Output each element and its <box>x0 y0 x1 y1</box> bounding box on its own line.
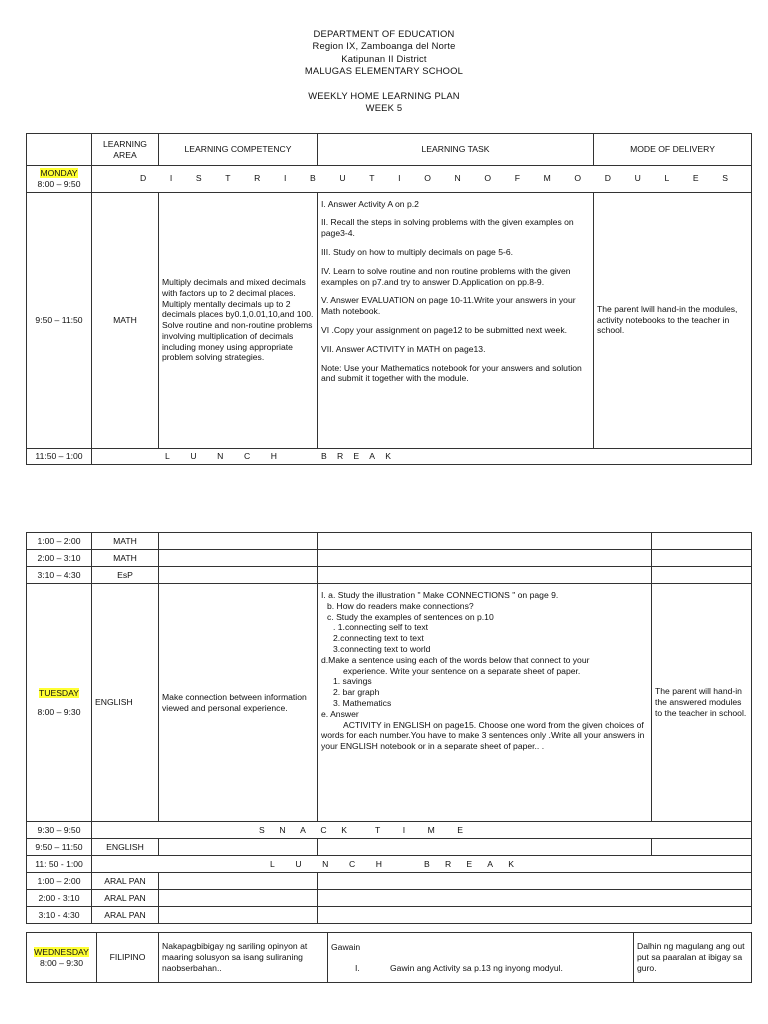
banner-letter: I <box>402 824 406 835</box>
banner-letter: H <box>270 450 277 461</box>
banner-letter: D <box>604 173 611 184</box>
math-tasks <box>318 192 594 448</box>
banner-letter: I <box>284 173 287 184</box>
banner-letter: L <box>270 858 275 869</box>
task-line: 3.connecting text to world <box>333 643 431 654</box>
col-header-mode: MODE OF DELIVERY <box>594 134 752 166</box>
competency-line: Multiply decimals and mixed decimals with factors up to 2 decimal places. <box>162 276 306 298</box>
empty-cell <box>318 873 752 890</box>
banner-letter: N <box>322 858 329 869</box>
row-area: ARAL PAN <box>92 907 159 924</box>
task-head: Gawain <box>331 941 361 952</box>
header-line: Region IX, Zamboanga del Norte <box>312 40 456 52</box>
task-line: d.Make a sentence using each of the words below that connect to your <box>321 654 590 665</box>
empty-cell <box>159 567 318 584</box>
task-item: Gawin ang Activity sa p.13 ng inyong modyul. <box>390 962 563 973</box>
lunch-banner <box>92 448 752 464</box>
filipino-competency: Nakapagbibigay ng sariling opinyon at maaring solusyon sa isang suliraning naobserbahan.. <box>159 933 328 983</box>
header-line: MALUGAS ELEMENTARY SCHOOL <box>304 65 464 77</box>
empty-cell <box>318 550 652 567</box>
row-area: MATH <box>92 550 159 567</box>
english-area: ENGLISH <box>92 584 159 822</box>
math-area: MATH <box>92 192 159 448</box>
col-header-area: LEARNING AREA <box>92 134 159 166</box>
row-time: 1:00 – 2:00 <box>27 533 92 550</box>
tuesday-time-cell <box>27 584 92 822</box>
plan-table-continued <box>26 532 752 924</box>
banner-letter: S <box>259 824 265 835</box>
banner-letter: M <box>427 824 435 835</box>
task-line: 1. savings <box>333 676 372 687</box>
empty-cell <box>159 533 318 550</box>
banner-letter: U <box>339 173 346 184</box>
competency-line: Solve routine and non-routine problems involving multiplication of decimals <box>162 320 313 341</box>
empty-cell <box>318 839 652 856</box>
banner-letter: N <box>279 824 286 835</box>
math-mode: The parent lwill hand-in the modules, activity notebooks to the teacher in school. <box>594 192 752 448</box>
row-time: 3:10 - 4:30 <box>27 907 92 924</box>
lunch-banner <box>92 856 752 873</box>
empty-cell <box>318 890 752 907</box>
snack-time: 9:30 – 9:50 <box>27 822 92 839</box>
empty-cell <box>652 839 752 856</box>
row-time: 2:00 – 3:10 <box>27 550 92 567</box>
banner-letter: N <box>454 173 461 184</box>
task-line: b. How do readers make connections? <box>327 600 474 611</box>
banner-letter: E <box>466 858 473 869</box>
lunch-time: 11: 50 - 1:00 <box>27 856 92 873</box>
row-time: 9:50 – 11:50 <box>27 839 92 856</box>
task-item: III. Study on how to multiply decimals on page 5-6. <box>321 246 514 257</box>
document-header <box>0 28 768 114</box>
english-competency: Make connection between information viewed and personal experience. <box>159 584 318 822</box>
wednesday-day-label: WEDNESDAY <box>34 946 89 957</box>
distribution-banner <box>92 166 752 193</box>
banner-letter: M <box>543 173 551 184</box>
banner-letter: H <box>375 858 382 869</box>
banner-letter: K <box>508 858 514 869</box>
empty-cell <box>652 533 752 550</box>
empty-cell <box>318 567 652 584</box>
banner-letter: L <box>165 450 170 461</box>
task-item: VII. Answer ACTIVITY in MATH on page13. <box>321 343 486 354</box>
row-time: 1:00 – 2:00 <box>27 873 92 890</box>
filipino-tasks <box>328 933 634 983</box>
banner-letter: R <box>444 858 452 869</box>
row-time: 3:10 – 4:30 <box>27 567 92 584</box>
header-line: Katipunan II District <box>341 52 427 64</box>
banner-letter: T <box>375 824 381 835</box>
banner-letter: C <box>320 824 327 835</box>
banner-letter: S <box>722 173 728 184</box>
task-line: 3. Mathematics <box>333 697 392 708</box>
task-item: I. Answer Activity A on p.2 <box>321 198 419 209</box>
empty-cell <box>652 550 752 567</box>
task-line: . 1.connecting self to text <box>333 622 429 633</box>
math-competency <box>159 192 318 448</box>
banner-letter: B <box>424 858 430 869</box>
empty-cell <box>159 890 318 907</box>
banner-letter: C <box>348 858 356 869</box>
competency-line: Multiply mentally decimals up to 2 decimals places by0.1,0.01,10,and 100. <box>162 298 314 320</box>
task-line: experience. Write your sentence on a separate sheet of paper. <box>343 665 581 676</box>
banner-letter: E <box>692 173 699 184</box>
competency-line: including money using appropriate problem solving strategies. <box>162 341 293 363</box>
task-number: I. <box>355 962 360 973</box>
banner-letter: R <box>254 173 261 184</box>
banner-letter: F <box>514 173 520 184</box>
banner-letter: I <box>169 173 173 184</box>
row-area: ARAL PAN <box>92 890 159 907</box>
lunch-time: 11:50 – 1:00 <box>27 448 92 464</box>
empty-cell <box>318 907 752 924</box>
task-line: 2. bar graph <box>333 687 380 698</box>
plan-title: WEEKLY HOME LEARNING PLAN <box>308 89 460 101</box>
empty-cell <box>27 134 92 166</box>
snack-banner <box>92 822 752 839</box>
task-item: V. Answer EVALUATION on page 10-11.Write your answers in your Math notebook. <box>321 295 576 317</box>
banner-letter: N <box>217 450 224 461</box>
empty-cell <box>159 839 318 856</box>
banner-letter: S <box>195 173 202 184</box>
banner-letter: A <box>300 824 306 835</box>
banner-letter: K <box>341 824 347 835</box>
banner-letter: B <box>310 173 316 184</box>
wednesday-time: 8:00 – 9:30 <box>39 957 83 968</box>
header-line: DEPARTMENT OF EDUCATION <box>313 28 455 39</box>
banner-letter: R <box>336 450 344 461</box>
wednesday-time-cell <box>27 933 97 983</box>
week-label: WEEK 5 <box>365 102 403 114</box>
tuesday-day-label: TUESDAY <box>39 687 79 698</box>
banner-letter: T <box>225 173 231 184</box>
banner-letter: I <box>398 173 401 184</box>
banner-letter: U <box>190 450 197 461</box>
row-area: ARAL PAN <box>92 873 159 890</box>
task-line: c. Study the examples of sentences on p.10 <box>327 611 494 622</box>
banner-letter: K <box>385 450 391 461</box>
empty-cell <box>652 567 752 584</box>
empty-cell <box>159 873 318 890</box>
math-time: 9:50 – 11:50 <box>27 192 92 448</box>
empty-cell <box>159 907 318 924</box>
english-mode: The parent will hand-in the answered modules to the teacher in school. <box>652 584 752 822</box>
banner-letter: D <box>140 173 147 184</box>
banner-letter: O <box>424 173 431 184</box>
banner-letter: O <box>484 173 492 184</box>
task-line: I. a. Study the illustration " Make CONNECTIONS " on page 9. <box>321 590 559 600</box>
banner-letter: T <box>369 173 375 184</box>
banner-letter: L <box>664 173 670 184</box>
monday-day-label: MONDAY <box>40 168 78 178</box>
banner-letter: A <box>487 858 494 869</box>
row-time: 2:00 - 3:10 <box>27 890 92 907</box>
task-item: IV. Learn to solve routine and non routine problems with the given examples on p7.and try to answer D.Application on pp.8-9. <box>321 265 571 287</box>
task-item: II. Recall the steps in solving problems with the given examples on page3-4. <box>321 217 574 239</box>
tuesday-time: 8:00 – 9:30 <box>37 706 81 717</box>
task-line: ACTIVITY in ENGLISH on page15. Choose one word from the given choices of words for each number.You have to make 3 sentences only .Write all your answers in your ENGLISH notebook or in a separate sheet of paper.. . <box>321 719 645 752</box>
banner-letter: A <box>369 450 376 461</box>
empty-cell <box>159 550 318 567</box>
row-area: EsP <box>92 567 159 584</box>
filipino-mode: Dalhin ng magulang ang out put sa paaralan at ibigay sa guro. <box>634 933 752 983</box>
english-tasks <box>318 584 652 822</box>
banner-letter: U <box>634 173 641 184</box>
task-line: e. Answer <box>321 708 359 719</box>
monday-time: 8:00 – 9:50 <box>37 178 81 189</box>
plan-table-monday <box>26 133 752 465</box>
banner-letter: C <box>243 450 251 461</box>
plan-table-wednesday <box>26 932 752 983</box>
banner-letter: E <box>353 450 360 461</box>
col-header-task: LEARNING TASK <box>318 134 594 166</box>
banner-letter: E <box>457 824 463 835</box>
task-item: Note: Use your Mathematics notebook for your answers and solution and submit it together with the module. <box>321 362 582 384</box>
col-header-competency: LEARNING COMPETENCY <box>159 134 318 166</box>
task-item: VI .Copy your assignment on page12 to be submitted next week. <box>321 324 568 335</box>
banner-letter: B <box>321 450 327 461</box>
banner-letter: O <box>574 173 582 184</box>
task-line: 2.connecting text to text <box>333 633 424 644</box>
filipino-area: FILIPINO <box>97 933 159 983</box>
empty-cell <box>318 533 652 550</box>
banner-letter: U <box>295 858 302 869</box>
monday-time-cell <box>27 166 92 193</box>
row-area: MATH <box>92 533 159 550</box>
row-area: ENGLISH <box>92 839 159 856</box>
